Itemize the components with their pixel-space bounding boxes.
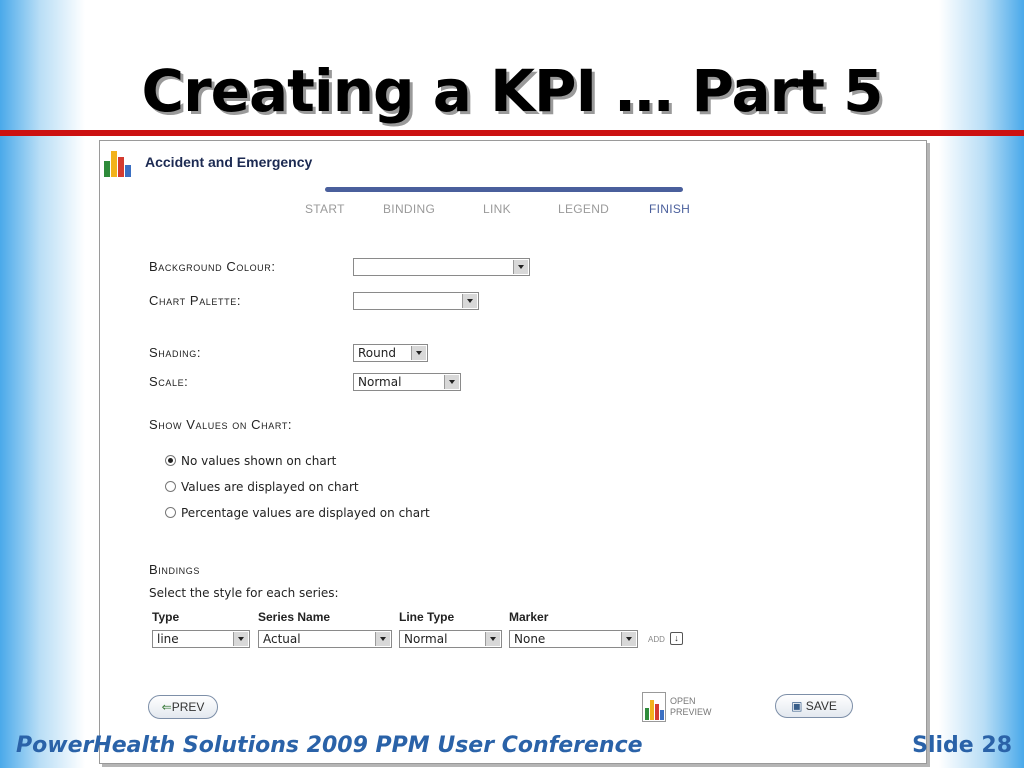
- column-header-marker: Marker: [509, 610, 549, 624]
- kpi-wizard-panel: [99, 140, 927, 764]
- open-preview-line1: OPEN: [670, 696, 696, 706]
- column-header-line-type: Line Type: [399, 610, 455, 624]
- radio-option-percentage-values[interactable]: [165, 506, 430, 520]
- left-arrow-icon: ⇐: [161, 700, 172, 714]
- shading-value: Round: [358, 346, 396, 360]
- radio-label: No values shown on chart: [181, 454, 337, 468]
- prev-button-label: PREV: [171, 700, 205, 714]
- chart-palette-label: Chart Palette:: [149, 293, 242, 308]
- open-preview-button[interactable]: [670, 696, 712, 718]
- background-colour-label: Background Colour:: [149, 259, 276, 274]
- chevron-down-icon: [485, 632, 500, 646]
- background-colour-select[interactable]: [353, 258, 530, 276]
- chevron-down-icon: [621, 632, 636, 646]
- marker-value: None: [514, 632, 546, 646]
- open-preview-line2: PREVIEW: [670, 707, 712, 717]
- bindings-instruction: Select the style for each series:: [149, 586, 339, 600]
- radio-checked-icon[interactable]: [165, 455, 176, 466]
- shading-select[interactable]: [353, 344, 428, 362]
- footer-slide-number: Slide 28: [912, 733, 1012, 758]
- step-legend[interactable]: LEGEND: [558, 202, 610, 216]
- radio-label: Percentage values are displayed on chart: [181, 506, 430, 520]
- series-name-select[interactable]: [258, 630, 392, 648]
- bindings-heading: Bindings: [149, 562, 200, 577]
- chevron-down-icon: [462, 294, 477, 308]
- save-button-label: SAVE: [805, 699, 837, 713]
- chevron-down-icon: [375, 632, 390, 646]
- marker-select[interactable]: [509, 630, 638, 648]
- step-binding[interactable]: BINDING: [383, 202, 436, 216]
- series-type-value: line: [157, 632, 179, 646]
- show-values-label: Show Values on Chart:: [149, 417, 293, 432]
- chevron-down-icon: [444, 375, 459, 389]
- series-name-value: Actual: [263, 632, 301, 646]
- floppy-disk-icon: ▣: [791, 699, 803, 713]
- line-type-value: Normal: [404, 632, 448, 646]
- column-header-type: Type: [152, 610, 180, 624]
- bar-chart-logo-icon: [104, 147, 132, 177]
- scale-select[interactable]: [353, 373, 461, 391]
- title-divider: [0, 130, 1024, 136]
- wizard-progress-bar: [325, 187, 683, 192]
- chevron-down-icon: [411, 346, 426, 360]
- step-start[interactable]: START: [305, 202, 345, 216]
- shading-label: Shading:: [149, 345, 202, 360]
- prev-button[interactable]: [148, 695, 218, 719]
- chart-palette-select[interactable]: [353, 292, 479, 310]
- line-type-select[interactable]: [399, 630, 502, 648]
- app-title: Accident and Emergency: [145, 154, 313, 170]
- radio-option-values-displayed[interactable]: [165, 480, 359, 494]
- expand-down-icon[interactable]: ↓: [670, 632, 683, 645]
- column-header-series-name: Series Name: [258, 610, 331, 624]
- radio-unchecked-icon[interactable]: [165, 481, 176, 492]
- radio-label: Values are displayed on chart: [181, 480, 359, 494]
- radio-option-no-values[interactable]: [165, 454, 336, 468]
- scale-value: Normal: [358, 375, 402, 389]
- step-link[interactable]: LINK: [483, 202, 511, 216]
- step-finish[interactable]: FINISH: [649, 202, 691, 216]
- radio-unchecked-icon[interactable]: [165, 507, 176, 518]
- save-button[interactable]: [775, 694, 853, 718]
- slide-title: Creating a KPI … Part 5: [141, 57, 883, 125]
- footer-conference: PowerHealth Solutions 2009 PPM User Conference: [16, 733, 643, 758]
- series-type-select[interactable]: [152, 630, 250, 648]
- chevron-down-icon: [513, 260, 528, 274]
- scale-label: Scale:: [149, 374, 189, 389]
- chart-preview-icon[interactable]: [642, 692, 666, 722]
- chevron-down-icon: [233, 632, 248, 646]
- add-series-label: ADD: [648, 635, 665, 644]
